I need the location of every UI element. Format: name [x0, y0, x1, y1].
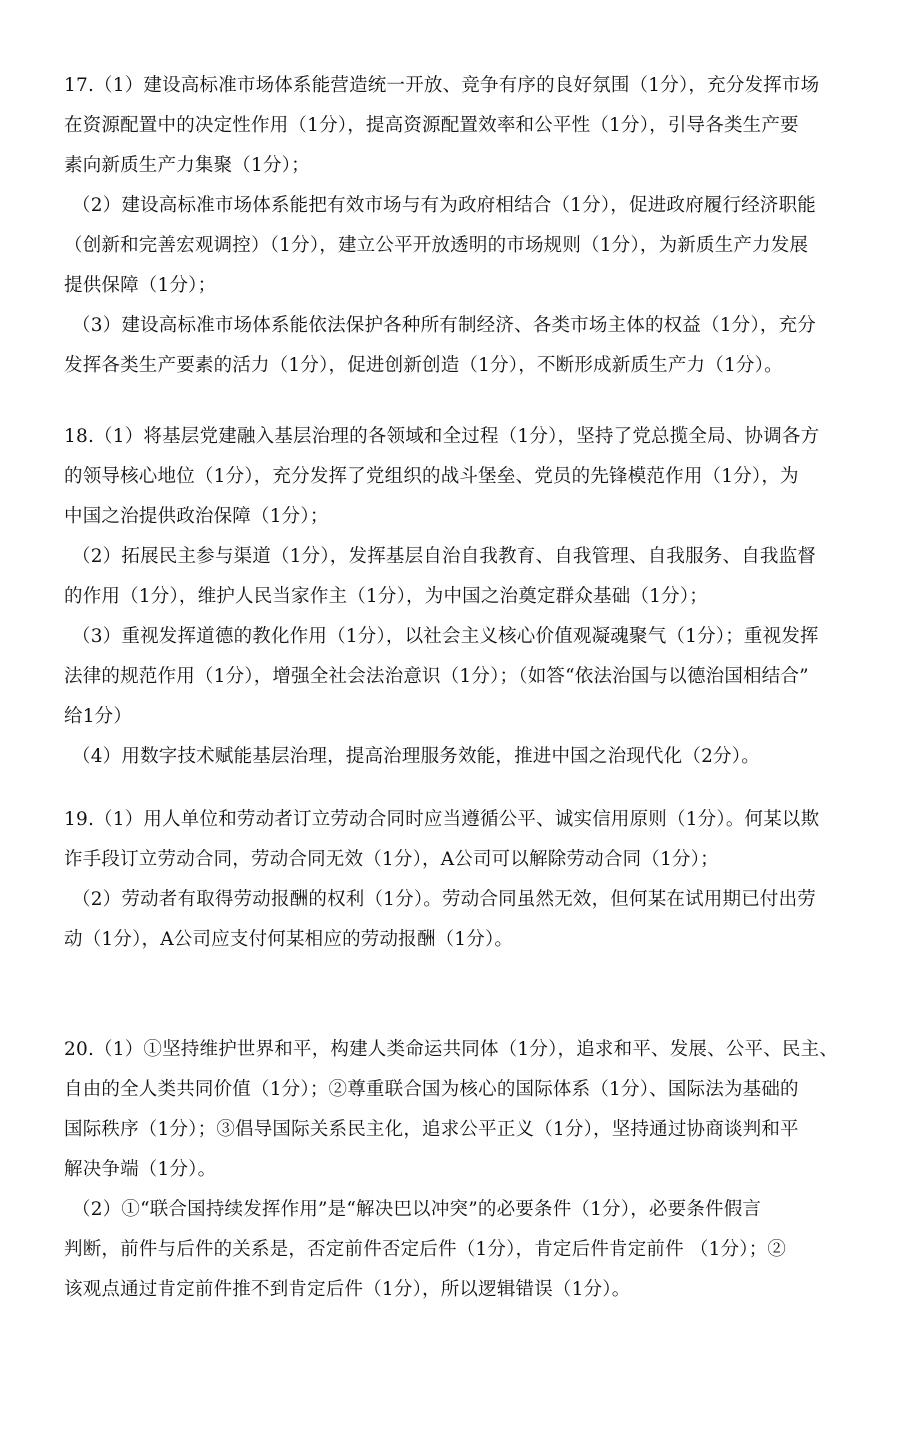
answer-line: 解决争端（1分）。: [64, 1159, 217, 1180]
answer-line: 素向新质生产力集聚（1分）；: [64, 155, 310, 176]
answer-line: （2）劳动者有取得劳动报酬的权利（1分）。劳动合同虽然无效，但何某在试用期已付出劳: [72, 889, 816, 910]
answer-line: 发挥各类生产要素的活力（1分），促进创新创造（1分），不断形成新质生产力（1分）。: [64, 355, 783, 376]
answer-line: 国际秩序（1分）；③倡导国际关系民主化，追求公平正义（1分），坚持通过协商谈判和平: [64, 1119, 799, 1140]
answer-line: （3）建设高标准市场体系能依法保护各种所有制经济、各类市场主体的权益（1分），充分: [72, 315, 816, 336]
answer-line: 诈手段订立劳动合同，劳动合同无效（1分），A公司可以解除劳动合同（1分）；: [64, 849, 719, 870]
answer-20: [64, 1030, 872, 1310]
answer-line: （创新和完善宏观调控）（1分），建立公平开放透明的市场规则（1分），为新质生产力发展: [64, 235, 809, 256]
answer-line: （4）用数字技术赋能基层治理，提高治理服务效能，推进中国之治现代化（2分）。: [72, 746, 760, 767]
answer-line: 中国之治提供政治保障（1分）；: [64, 506, 329, 527]
answer-line: 的作用（1分），维护人民当家作主（1分），为中国之治奠定群众基础（1分）；: [64, 586, 708, 607]
answer-line: 提供保障（1分）；: [64, 275, 217, 296]
answer-line: 17.（1）建设高标准市场体系能营造统一开放、竞争有序的良好氛围（1分），充分发挥市场: [64, 75, 820, 96]
answer-line: （3）重视发挥道德的教化作用（1分），以社会主义核心价值观凝魂聚气（1分）；重视发挥: [72, 626, 819, 647]
answer-line: 在资源配置中的决定性作用（1分），提高资源配置效率和公平性（1分），引导各类生产要: [64, 115, 799, 136]
answer-line: 该观点通过肯定前件推不到肯定后件（1分），所以逻辑错误（1分）。: [64, 1279, 631, 1300]
answer-line: （2）拓展民主参与渠道（1分），发挥基层自治自我教育、自我管理、自我服务、自我监督: [72, 546, 816, 567]
answer-18: [64, 417, 872, 777]
answer-19: [64, 800, 872, 960]
answer-line: 判断，前件与后件的关系是，否定前件否定后件（1分），肯定后件肯定前件 （1分）；②: [64, 1239, 787, 1260]
answer-line: 20.（1）①坚持维护世界和平，构建人类命运共同体（1分），追求和平、发展、公平、民主、: [64, 1039, 839, 1060]
answer-line: 自由的全人类共同价值（1分）；②尊重联合国为核心的国际体系（1分）、国际法为基础的: [64, 1079, 799, 1100]
answer-line: 18.（1）将基层党建融入基层治理的各领域和全过程（1分），坚持了党总揽全局、协调各方: [64, 426, 820, 447]
answer-line: （2）建设高标准市场体系能把有效市场与有为政府相结合（1分），促进政府履行经济职能: [72, 195, 816, 216]
answer-line: 给1分）: [64, 706, 133, 727]
answer-line: 法律的规范作用（1分），增强全社会法治意识（1分）；（如答“依法治国与以德治国相结合”: [64, 666, 809, 687]
answer-line: 动（1分），A公司应支付何某相应的劳动报酬（1分）。: [64, 929, 514, 950]
answer-line: 的领导核心地位（1分），充分发挥了党组织的战斗堡垒、党员的先锋模范作用（1分），为: [64, 466, 799, 487]
answer-17: [64, 66, 872, 386]
answer-line: （2）①“联合国持续发挥作用”是“解决巴以冲突”的必要条件（1分），必要条件假言: [72, 1199, 762, 1220]
answer-line: 19.（1）用人单位和劳动者订立劳动合同时应当遵循公平、诚实信用原则（1分）。何某以欺: [64, 809, 820, 830]
